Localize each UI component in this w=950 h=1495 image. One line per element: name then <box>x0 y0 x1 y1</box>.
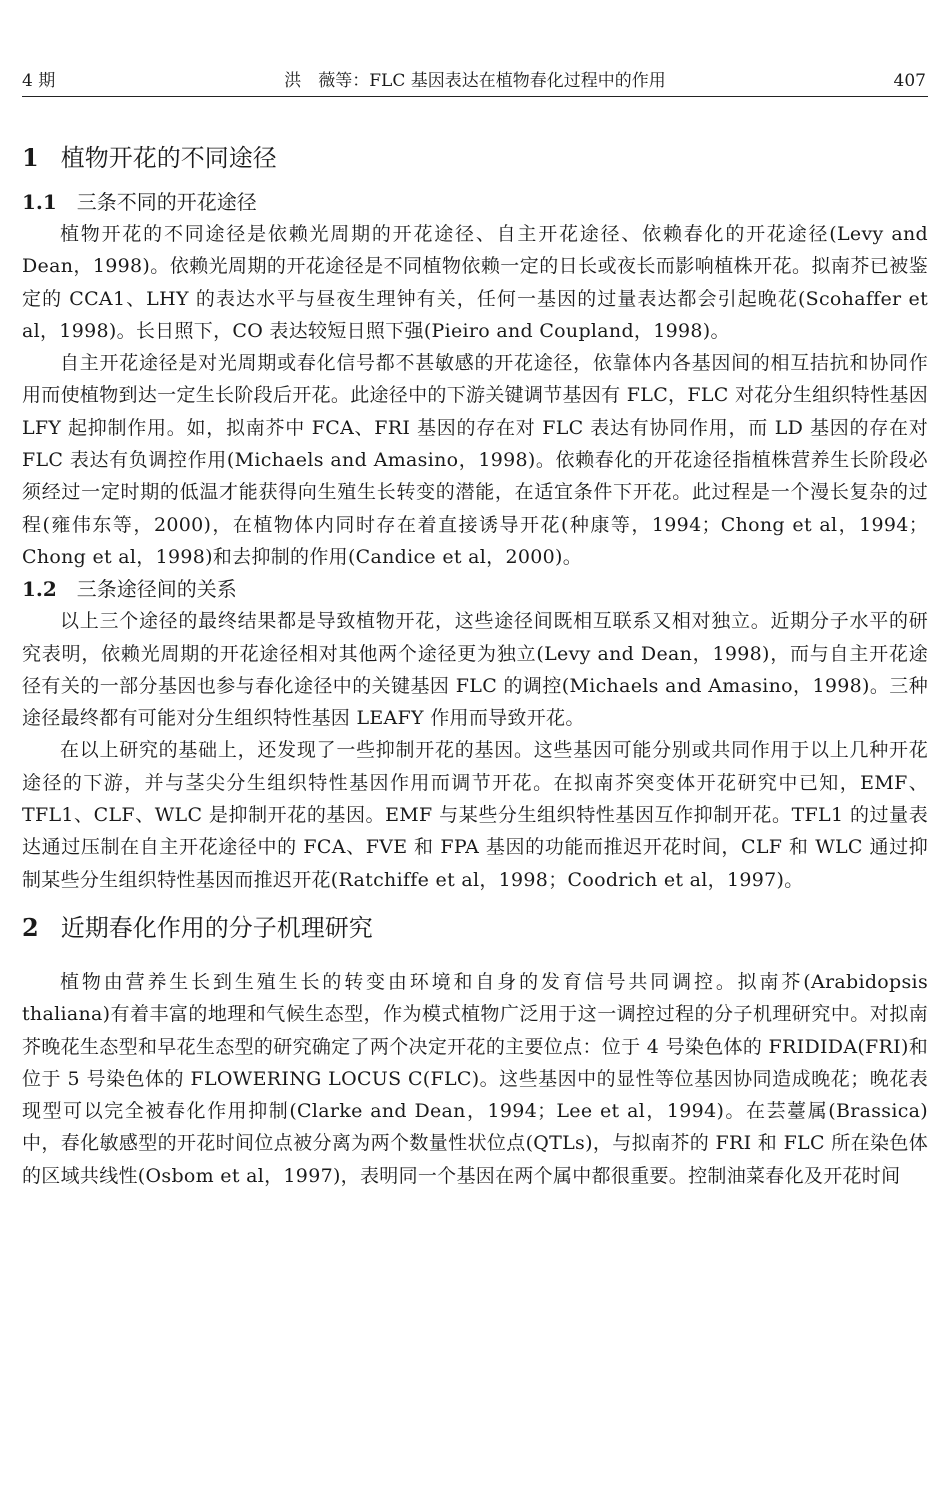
page-number: 407 <box>893 71 926 91</box>
subsection-title: 三条途径间的关系 <box>76 577 237 602</box>
subsection-number: 1.1 <box>22 190 57 214</box>
section-1-heading <box>22 138 928 186</box>
section-title: 植物开花的不同途径 <box>60 144 277 172</box>
paragraph: 自主开花途径是对光周期或春化信号都不甚敏感的开花途径，依靠体内各基因间的相互拮抗和协同作用而使植物到达一定生长阶段后开花。此途径中的下游关键调节基因有 FLC，FLC 对花分生组织特性基因 LFY 起抑制作用。如，拟南芥中 FCA、FRI 基因的存在对 FLC 表达有协同作用，而 LD 基因的存在对 FLC 表达有负调控作用(Michaels and Amasino，1998)。依赖春化的开花途径指植株营养生长阶段必须经过一定时期的低温才能获得向生殖生长转变的潜能，在适宜条件下开花。此过程是一个漫长复杂的过程(雍伟东等，2000)，在植物体内同时存在着直接诱导开花(种康等，1994；Chong et al，1994；Chong et al，1998)和去抑制的作用(Candice et al，2000)。 <box>22 352 928 568</box>
issue-number: 4 期 <box>22 71 56 91</box>
paragraph: 植物开花的不同途径是依赖光周期的开花途径、自主开花途径、依赖春化的开花途径(Levy and Dean，1998)。依赖光周期的开花途径是不同植物依赖一定的日长或夜长而影响植株开花。拟南芥已被鉴定的 CCA1、LHY 的表达水平与昼夜生理钟有关，任何一基因的过量表达都会引起晚花(Scohaffer et al，1998)。长日照下，CO 表达较短日照下强(Pieiro and Coupland，1998)。 <box>22 223 928 342</box>
paragraph: 在以上研究的基础上，还发现了一些抑制开花的基因。这些基因可能分别或共同作用于以上几种开花途径的下游，并与茎尖分生组织特性基因作用而调节开花。在拟南芥突变体开花研究中已知，EMF、TFL1、CLF、WLC 是抑制开花的基因。EMF 与某些分生组织特性基因互作抑制开花。TFL1 的过量表达通过压制在自主开花途径中的 FCA、FVE 和 FPA 基因的功能而推迟开花时间，CLF 和 WLC 通过抑制某些分生组织特性基因而推迟开花(Ratchiffe et al，1998；Coodrich et al，1997)。 <box>22 739 928 891</box>
article-body <box>22 138 928 1192</box>
section-number: 2 <box>22 912 39 942</box>
section-number: 1 <box>22 143 39 172</box>
section-2-heading <box>22 908 928 966</box>
subsection-1-1-heading <box>22 186 928 218</box>
paragraph: 以上三个途径的最终结果都是导致植物开花，这些途径间既相互联系又相对独立。近期分子水平的研究表明，依赖光周期的开花途径相对其他两个途径更为独立(Levy and Dean，1998)，而与自主开花途径有关的一部分基因也参与春化途径中的关键基因 FLC 的调控(Michaels and Amasino，1998)。三种途径最终都有可能对分生组织特性基因 LEAFY 作用而导致开花。 <box>22 610 928 730</box>
paragraph: 植物由营养生长到生殖生长的转变由环境和自身的发育信号共同调控。拟南芥(Arabidopsis thaliana)有着丰富的地理和气候生态型，作为模式植物广泛用于这一调控过程的分子机理研究中。对拟南芥晚花生态型和早花生态型的研究确定了两个决定开花的主要位点：位于 4 号染色体的 FRIDIDA(FRI)和位于 5 号染色体的 FLOWERING LOCUS C(FLC)。这些基因中的显性等位基因协同造成晚花；晚花表现型可以完全被春化作用抑制(Clarke and Dean，1994；Lee et al，1994)。在芸薹属(Brassica)中，春化敏感型的开花时间位点被分离为两个数量性状位点(QTLs)，与拟南芥的 FRI 和 FLC 所在染色体的区域共线性(Osbom et al，1997)，表明同一个基因在两个属中都很重要。控制油菜春化及开花时间 <box>22 970 928 1187</box>
subsection-1-2-heading <box>22 573 928 605</box>
running-header <box>22 66 928 97</box>
section-title: 近期春化作用的分子机理研究 <box>60 913 373 942</box>
subsection-title: 三条不同的开花途径 <box>76 190 257 214</box>
subsection-number: 1.2 <box>22 577 57 602</box>
running-title: 洪 薇等：FLC 基因表达在植物春化过程中的作用 <box>284 71 666 91</box>
